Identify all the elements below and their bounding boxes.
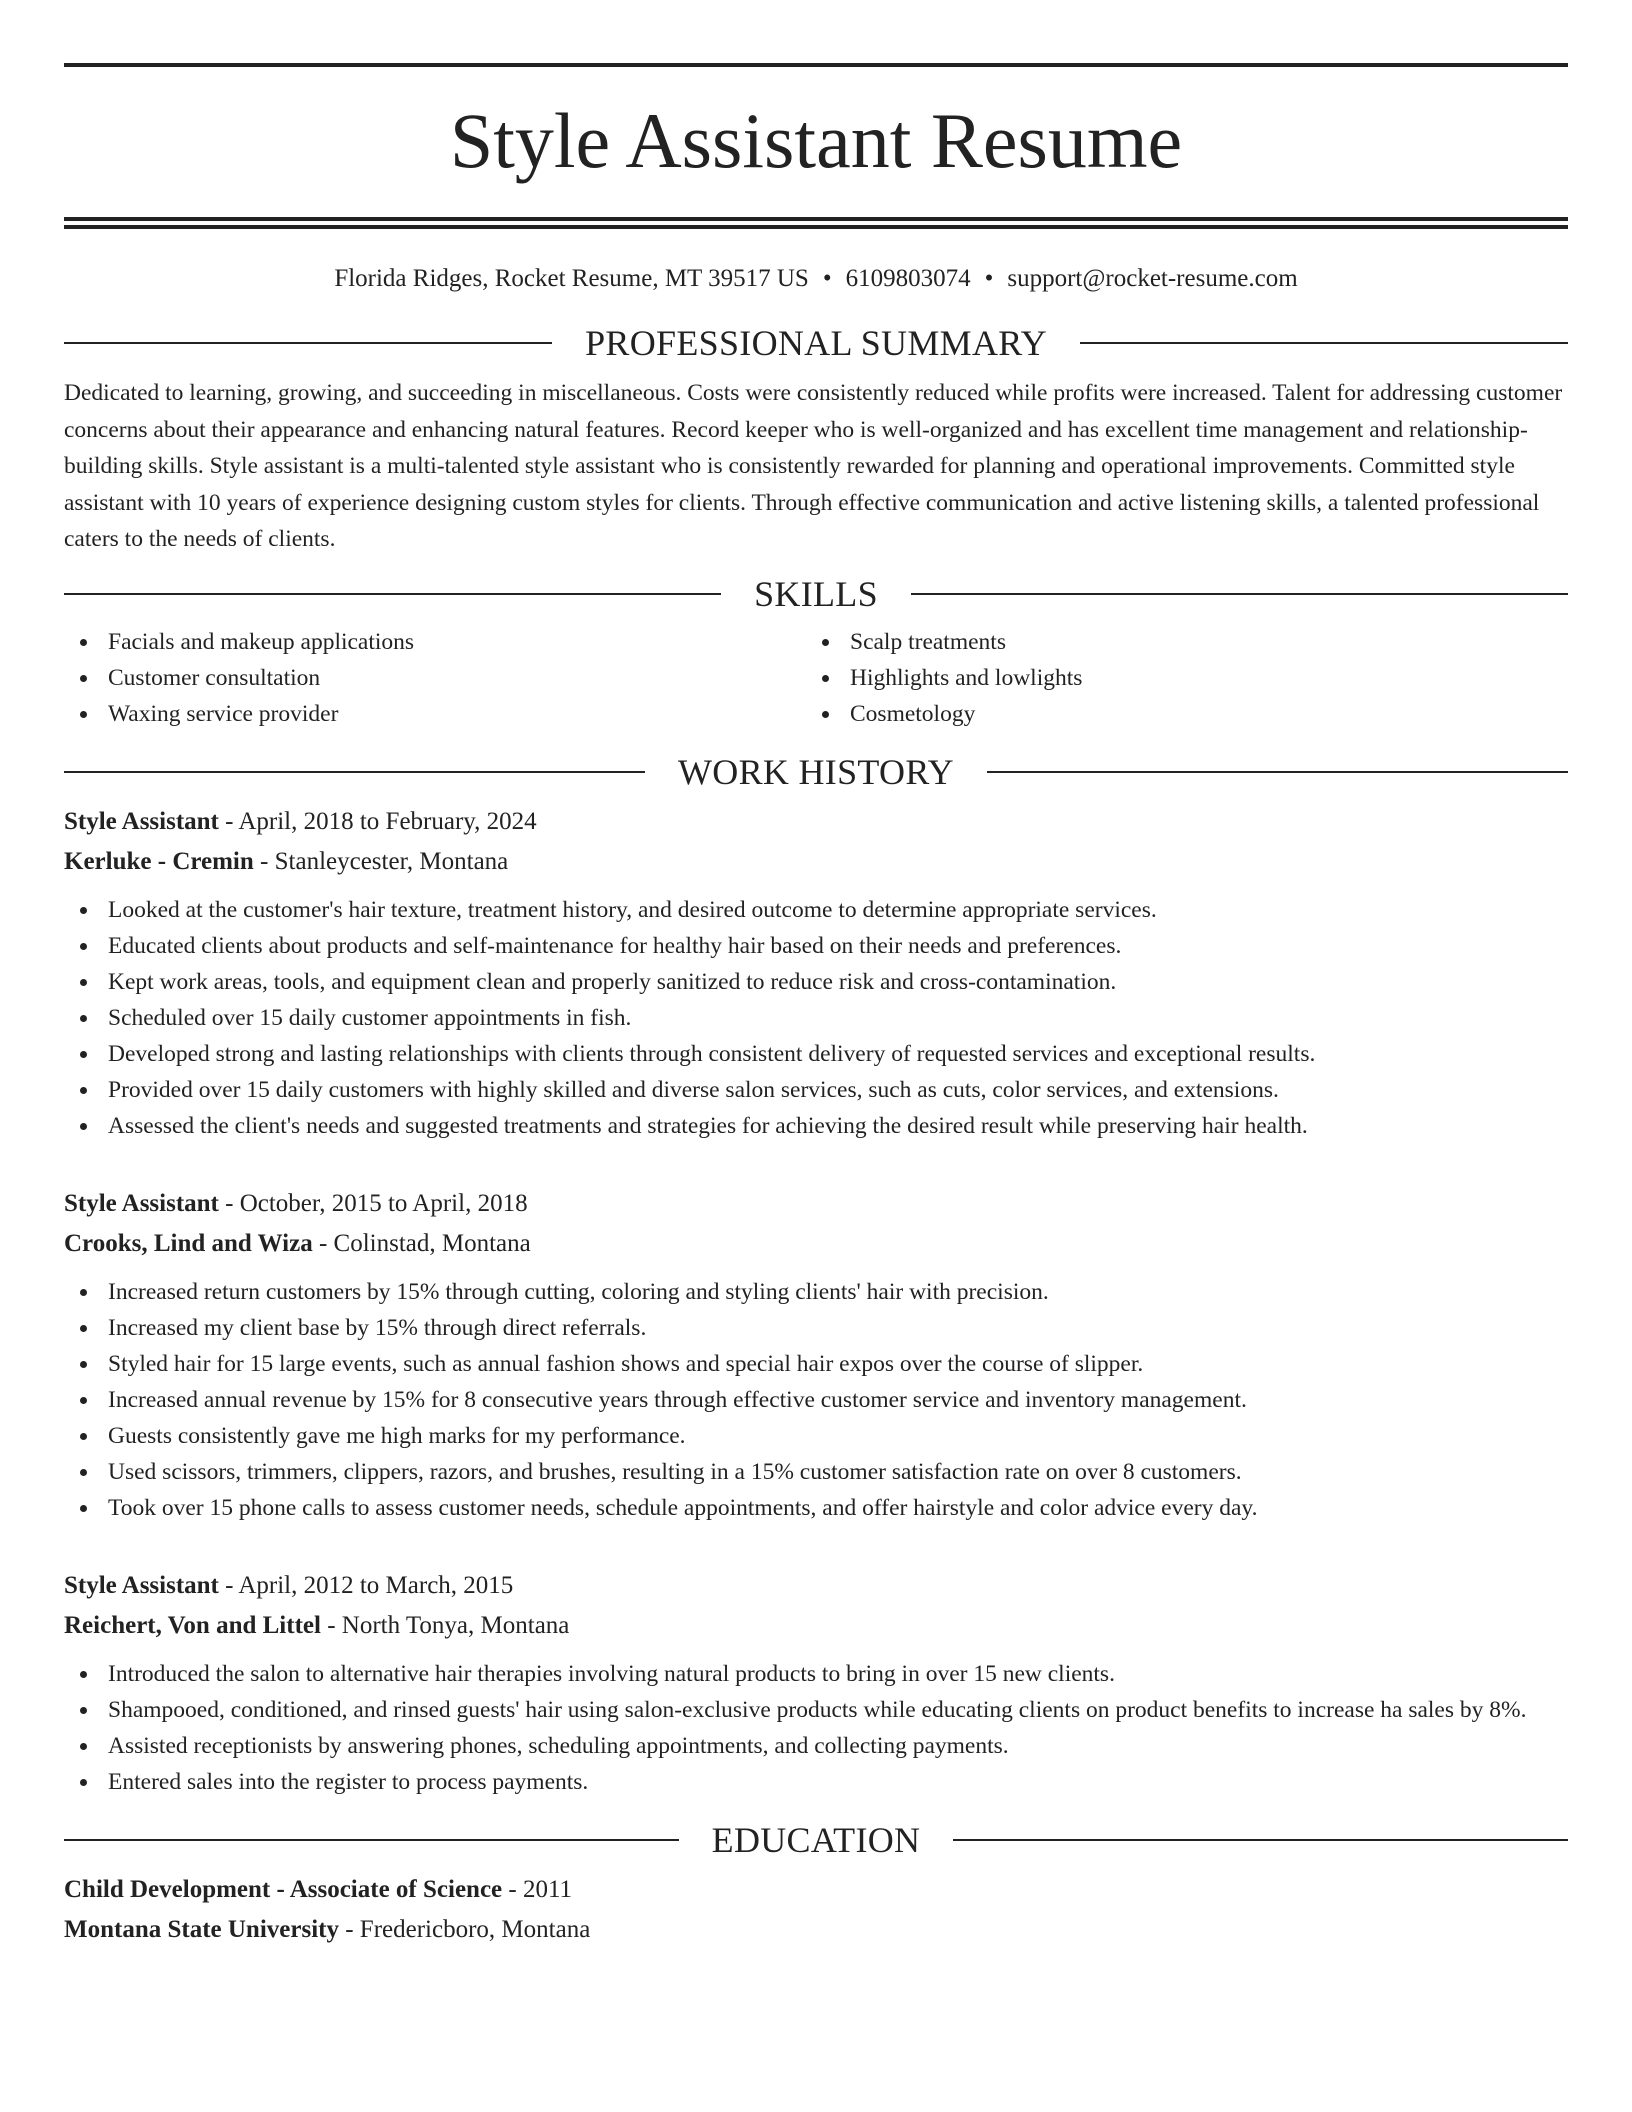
skill-item: Highlights and lowlights [806, 660, 1548, 696]
job-company: Reichert, Von and Littel [64, 1611, 321, 1639]
skill-item: Waxing service provider [64, 696, 806, 732]
job-company: Kerluke - Cremin [64, 847, 254, 875]
job-bullet: Scheduled over 15 daily customer appointments in fish. [64, 1000, 1568, 1036]
education-entry [64, 1870, 1568, 1950]
contact-separator: • [822, 265, 832, 292]
skill-item: Customer consultation [64, 660, 806, 696]
job-bullet: Introduced the salon to alternative hair therapies involving natural products to bring in over 15 new clients. [64, 1656, 1568, 1692]
job-dates: - April, 2012 to March, 2015 [218, 1571, 514, 1599]
job-title-line [64, 1566, 1568, 1606]
job-title-line [64, 802, 1568, 842]
heading-rule [64, 1839, 679, 1841]
education-degree: Child Development - Associate of Science [64, 1875, 503, 1903]
job-location: - North Tonya, Montana [320, 1611, 570, 1639]
education-school-line [64, 1910, 1568, 1950]
heading-rule [64, 593, 721, 595]
education-location: - Fredericboro, Montana [338, 1915, 591, 1943]
contact-email: support@rocket-resume.com [1007, 265, 1298, 292]
top-rule [64, 63, 1568, 67]
job-company-line [64, 842, 1568, 882]
contact-separator: • [984, 265, 994, 292]
contact-address: Florida Ridges, Rocket Resume, MT 39517 US [334, 265, 809, 292]
section-title: PROFESSIONAL SUMMARY [585, 323, 1047, 363]
resume-title: Style Assistant Resume [449, 97, 1183, 184]
job-bullet: Used scissors, trimmers, clippers, razors, and brushes, resulting in a 15% customer satisfaction rate on over 8 customers. [64, 1454, 1568, 1490]
job-title-line [64, 1184, 1568, 1224]
job-bullet: Educated clients about products and self-maintenance for healthy hair based on their needs and preferences. [64, 928, 1568, 964]
job-bullet: Increased my client base by 15% through direct referrals. [64, 1310, 1568, 1346]
job-company: Crooks, Lind and Wiza [64, 1229, 313, 1257]
section-heading-skills [64, 574, 1568, 614]
education-degree-line [64, 1870, 1568, 1910]
heading-rule [987, 771, 1568, 773]
skill-item: Scalp treatments [806, 624, 1548, 660]
job-bullet: Provided over 15 daily customers with highly skilled and diverse salon services, such as cuts, color services, and extensions. [64, 1072, 1568, 1108]
job-bullet: Took over 15 phone calls to assess customer needs, schedule appointments, and offer hairstyle and color advice every day. [64, 1490, 1568, 1526]
job-dates: - October, 2015 to April, 2018 [218, 1189, 528, 1217]
job-location: - Colinstad, Montana [312, 1229, 531, 1257]
job-bullets [64, 1274, 1568, 1526]
job-dates: - April, 2018 to February, 2024 [218, 807, 537, 835]
job-bullet: Developed strong and lasting relationships with clients through consistent delivery of requested services and exceptional results. [64, 1036, 1568, 1072]
job-bullet: Kept work areas, tools, and equipment clean and properly sanitized to reduce risk and cross-contamination. [64, 964, 1568, 1000]
job-title: Style Assistant [64, 1571, 219, 1599]
job-bullets [64, 1656, 1568, 1800]
skill-item: Facials and makeup applications [64, 624, 806, 660]
contact-phone: 6109803074 [845, 265, 971, 292]
summary-text: Dedicated to learning, growing, and succeeding in miscellaneous. Costs were consistently reduced while profits were increased. Talent for addressing customer concerns about their appearance and enhancing natural features. Record keeper who is well-organized and has excellent time management and relationship-building skills. Style assistant is a multi-talented style assistant who is consistently rewarded for planning and operational improvements. Committed style assistant with 10 years of experience designing custom styles for clients. Through effective communication and active listening skills, a talented professional caters to the needs of clients. [64, 380, 1563, 552]
section-heading-summary [64, 323, 1568, 363]
job-title: Style Assistant [64, 807, 219, 835]
job-entry [64, 1566, 1568, 1800]
job-bullet: Guests consistently gave me high marks for my performance. [64, 1418, 1568, 1454]
job-bullet: Entered sales into the register to process payments. [64, 1764, 1568, 1800]
heading-rule [1080, 342, 1568, 344]
section-title: EDUCATION [711, 1819, 921, 1860]
job-bullet: Increased annual revenue by 15% for 8 consecutive years through effective customer service and inventory management. [64, 1382, 1568, 1418]
heading-rule [64, 771, 645, 773]
skill-item: Cosmetology [806, 696, 1548, 732]
job-bullet: Assisted receptionists by answering phones, scheduling appointments, and collecting payments. [64, 1728, 1568, 1764]
job-bullet: Looked at the customer's hair texture, treatment history, and desired outcome to determine appropriate services. [64, 892, 1568, 928]
contact-line [64, 263, 1568, 299]
job-title: Style Assistant [64, 1189, 219, 1217]
job-bullet: Styled hair for 15 large events, such as annual fashion shows and special hair expos over the course of slipper. [64, 1346, 1568, 1382]
job-bullet: Assessed the client's needs and suggested treatments and strategies for achieving the desired result while preserving hair health. [64, 1108, 1568, 1144]
heading-rule [911, 593, 1568, 595]
section-title: WORK HISTORY [678, 751, 954, 792]
job-entry [64, 1184, 1568, 1526]
skills-column-left [64, 624, 806, 732]
job-bullets [64, 892, 1568, 1144]
section-heading-work-history [64, 752, 1568, 792]
title-double-rule [64, 217, 1568, 229]
job-bullet: Shampooed, conditioned, and rinsed guests' hair using salon-exclusive products while educating clients on product benefits to increase ha sales by 8%. [64, 1692, 1568, 1728]
skills-column-right [806, 624, 1548, 732]
heading-rule [953, 1839, 1568, 1841]
section-title: SKILLS [754, 573, 878, 614]
section-heading-education [64, 1820, 1568, 1860]
education-year: - 2011 [502, 1875, 573, 1903]
skills-list [64, 624, 1568, 732]
job-company-line [64, 1224, 1568, 1264]
job-bullet: Increased return customers by 15% through cutting, coloring and styling clients' hair with precision. [64, 1274, 1568, 1310]
job-entry [64, 802, 1568, 1144]
heading-rule [64, 342, 552, 344]
job-company-line [64, 1606, 1568, 1646]
job-location: - Stanleycester, Montana [253, 847, 509, 875]
education-school: Montana State University [64, 1915, 339, 1943]
